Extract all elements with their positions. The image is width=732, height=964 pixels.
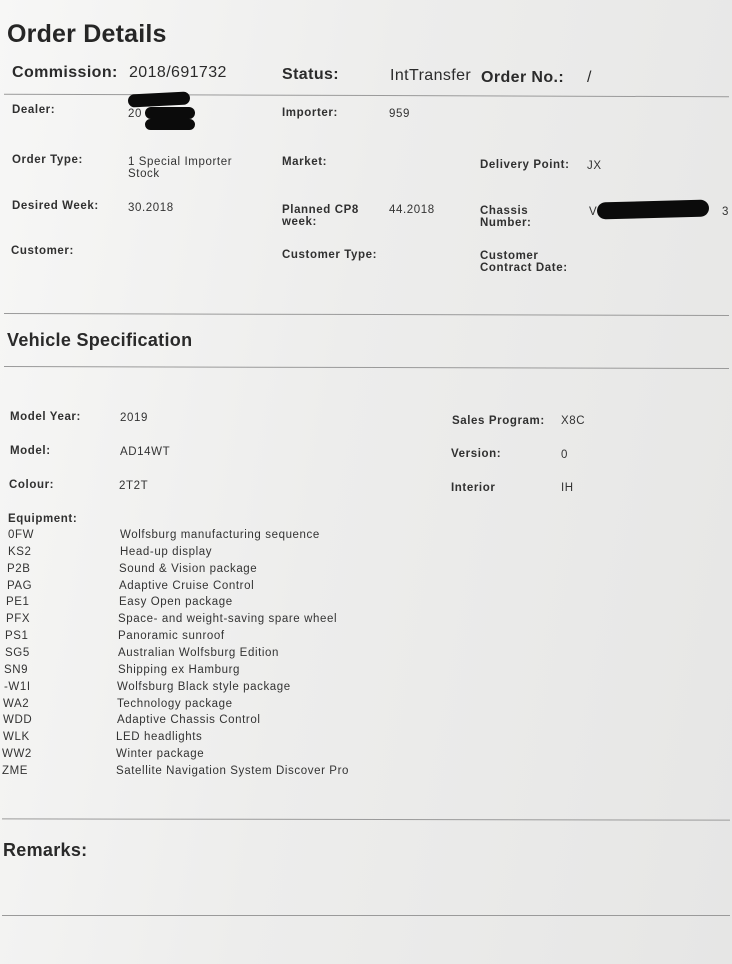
equipment-code: WW2 (2, 748, 32, 761)
desired-week-value: 30.2018 (128, 202, 174, 214)
order-type-label: Order Type: (12, 154, 83, 166)
interior-value: IH (561, 482, 574, 494)
sales-program-value: X8C (561, 415, 586, 427)
equipment-description: Australian Wolfsburg Edition (118, 646, 280, 659)
equipment-description: Adaptive Cruise Control (119, 579, 255, 592)
equipment-item (0, 714, 732, 730)
dealer-label: Dealer: (12, 104, 56, 116)
divider (4, 313, 729, 316)
equipment-description: LED headlights (116, 731, 203, 744)
equipment-item (0, 664, 732, 680)
equipment-item (0, 546, 732, 562)
equipment-item (0, 647, 732, 663)
equipment-description: Satellite Navigation System Discover Pro (116, 764, 349, 777)
redaction-mark (145, 119, 195, 130)
dealer-value: 20 (128, 108, 142, 120)
equipment-description: Sound & Vision package (119, 562, 258, 575)
colour-value: 2T2T (119, 480, 149, 492)
equipment-description: Technology package (117, 697, 233, 710)
equipment-code: KS2 (8, 545, 32, 558)
chassis-label-line1: Chassis (480, 205, 529, 217)
chassis-value-end: 3 (722, 206, 729, 218)
equipment-code: WLK (3, 731, 30, 744)
colour-label: Colour: (9, 479, 55, 491)
commission-value: 2018/691732 (129, 64, 227, 81)
equipment-code: -W1I (4, 680, 31, 693)
equipment-item (0, 630, 732, 646)
planned-cp8-value: 44.2018 (389, 204, 435, 216)
equipment-code: WA2 (3, 697, 30, 710)
planned-cp8-label-line2: week: (282, 216, 317, 228)
commission-label: Commission: (12, 64, 118, 81)
equipment-item (0, 731, 732, 747)
equipment-item (0, 698, 732, 714)
equipment-item (0, 563, 732, 579)
equipment-item (0, 613, 732, 629)
order-type-value-line1: 1 Special Importer (128, 156, 233, 168)
version-label: Version: (451, 448, 502, 460)
model-year-label: Model Year: (10, 411, 81, 423)
remarks-label: Remarks: (3, 840, 88, 860)
equipment-description: Winter package (116, 748, 205, 761)
equipment-description: Wolfsburg manufacturing sequence (120, 529, 320, 541)
divider (2, 915, 730, 916)
version-value: 0 (561, 449, 568, 461)
model-year-value: 2019 (120, 412, 148, 424)
status-label: Status: (282, 66, 340, 83)
equipment-item (0, 681, 732, 697)
equipment-code: ZME (2, 764, 29, 777)
divider (4, 94, 729, 98)
model-label: Model: (10, 445, 51, 457)
equipment-description: Adaptive Chassis Control (117, 714, 261, 727)
equipment-code: P2B (7, 562, 31, 575)
equipment-description: Space- and weight-saving spare wheel (118, 613, 338, 626)
order-no-label: Order No.: (481, 69, 565, 86)
redaction-mark (597, 200, 709, 220)
equipment-description: Wolfsburg Black style package (117, 680, 291, 693)
redaction-mark (128, 91, 191, 107)
equipment-code: PE1 (6, 596, 30, 609)
chassis-label-line2: Number: (480, 217, 532, 229)
importer-value: 959 (389, 108, 410, 120)
market-label: Market: (282, 156, 328, 168)
customer-label: Customer: (11, 245, 74, 257)
equipment-code: PS1 (5, 630, 29, 643)
model-value: AD14WT (120, 446, 171, 458)
importer-label: Importer: (282, 107, 338, 119)
equipment-item (0, 748, 732, 764)
status-value: IntTransfer (390, 67, 472, 84)
equipment-description: Shipping ex Hamburg (118, 663, 240, 676)
redaction-mark (145, 107, 195, 119)
equipment-description: Head-up display (120, 545, 213, 558)
equipment-code: 0FW (8, 529, 35, 541)
equipment-description: Easy Open package (119, 596, 233, 609)
equipment-code: SN9 (4, 663, 29, 676)
delivery-point-label: Delivery Point: (480, 159, 570, 171)
order-type-value-line2: Stock (128, 168, 160, 180)
equipment-item (0, 596, 732, 612)
divider (2, 818, 730, 820)
planned-cp8-label-line1: Planned CP8 (282, 204, 359, 216)
divider (4, 366, 729, 369)
equipment-code: SG5 (5, 646, 30, 659)
desired-week-label: Desired Week: (12, 200, 99, 212)
equipment-code: PFX (6, 613, 31, 626)
customer-type-label: Customer Type: (282, 249, 378, 261)
interior-label: Interior (451, 482, 496, 494)
chassis-value-start: V (589, 206, 598, 218)
equipment-description: Panoramic sunroof (118, 630, 225, 643)
page-title: Order Details (7, 20, 167, 48)
equipment-label: Equipment: (8, 513, 78, 525)
equipment-code: PAG (7, 579, 33, 592)
delivery-point-value: JX (587, 160, 602, 172)
equipment-code: WDD (3, 714, 33, 727)
sales-program-label: Sales Program: (452, 415, 545, 427)
equipment-item (0, 529, 732, 545)
customer-contract-label-line2: Contract Date: (480, 262, 568, 274)
equipment-item (0, 580, 732, 596)
section-title-vehicle-specification: Vehicle Specification (7, 330, 193, 350)
customer-contract-label-line1: Customer (480, 250, 539, 262)
equipment-item (0, 765, 732, 781)
order-no-value: / (587, 69, 592, 86)
